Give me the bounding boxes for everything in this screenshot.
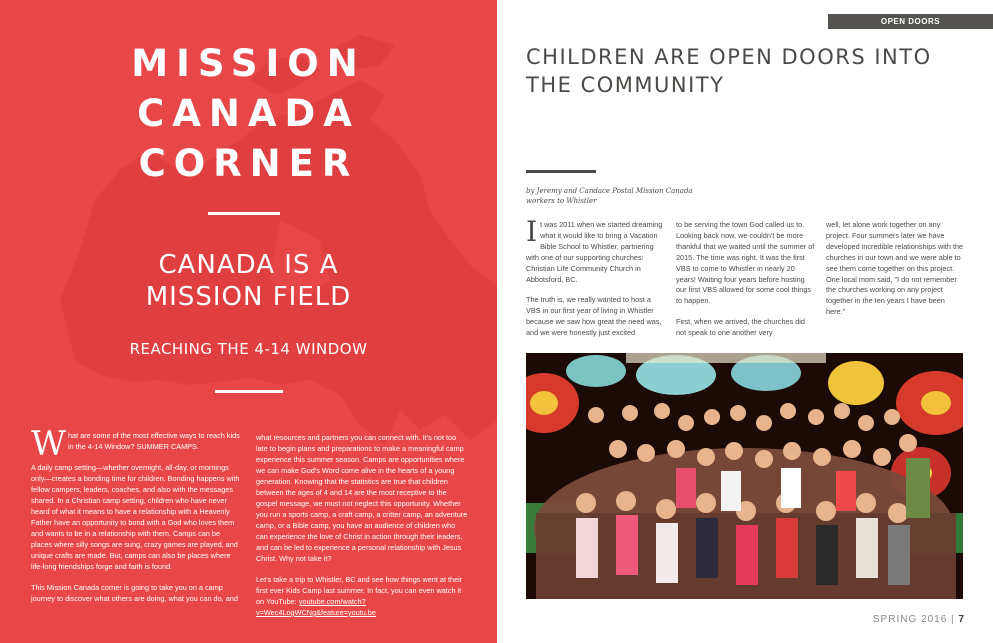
folio-issue: SPRING 2016 bbox=[872, 614, 948, 625]
group-photo-graphic bbox=[526, 353, 963, 599]
subtitle-line-2: MISSION FIELD bbox=[145, 282, 352, 312]
group-photo bbox=[526, 353, 963, 599]
left-paragraph-3: This Mission Canada corner is going to take you on a camp journey to discover what others are doing, what you can do, and bbox=[31, 583, 238, 603]
right-column-1 bbox=[526, 215, 666, 349]
right-paragraph-4: First, when we arrived, the churches did not speak to one another very bbox=[676, 317, 805, 338]
right-paragraph-3: to be serving the town God called us to. Looking back now, we couldn't be more thankful that we waited until the summer of 2015. The time was right. It was the first VBS to come to Whistler in nearly 20 years! Waiting four years before hosting our first VBS allowed for some cool things to happen. bbox=[676, 220, 815, 306]
tagline: REACHING THE 4-14 WINDOW bbox=[129, 340, 368, 358]
dropcap-i: I bbox=[526, 215, 538, 248]
folio-separator: | bbox=[951, 614, 955, 625]
page-number: 7 bbox=[958, 614, 965, 625]
right-paragraph-1-text: t was 2011 when we started dreaming what it would like to bring a Vacation Bible School to Whistler, partnering with one of our supporting churches: Christian Life Community Church in Abbotsford, BC. bbox=[526, 220, 663, 284]
title-line-1: MISSION bbox=[131, 42, 366, 85]
subtitle-line-1: CANADA IS A bbox=[158, 250, 339, 280]
title-line-3: CORNER bbox=[138, 142, 359, 185]
left-paragraph-1 bbox=[31, 424, 243, 464]
right-page bbox=[497, 0, 993, 643]
left-paragraph-5-text: Let's take a trip to Whistler, BC and see how things went at their first ever Kids Camp last summer. In fact, you can even watch it on YouTube: bbox=[256, 575, 463, 606]
article-headline: CHILDREN ARE OPEN DOORS INTO THE COMMUNITY bbox=[526, 45, 932, 97]
right-paragraph-2: The truth is, we really wanted to host a VBS in our first year of living in Whistler because we saw how great the need was, and we were honestly just excited bbox=[526, 295, 662, 338]
headline-rule bbox=[526, 170, 596, 173]
left-column-1 bbox=[31, 424, 243, 614]
left-paragraph-2: A daily camp setting—whether overnight, all-day, or mornings only—creates a bonding time for children. Bonding happens with fellow campers, leaders, coaches, and also with the messages shared. In a Christian camp setting, children who have never heard of what it means to have a relationship with a Heavenly Father have an opportunity to bond with a God who loves them and wants to be in a relationship with them. Camps can be places where silly songs are sung, crazy games are played, and unique crafts are made. But, camps can also be places where life-long friendships forge and faith is found. bbox=[31, 463, 240, 571]
folio bbox=[873, 614, 965, 625]
dropcap-w: W bbox=[31, 424, 66, 464]
right-column-3 bbox=[826, 220, 966, 328]
right-column-2 bbox=[676, 220, 816, 349]
title-rule bbox=[208, 212, 280, 215]
left-paragraph-5 bbox=[256, 574, 468, 618]
byline: by Jeremy and Candace Postal Mission Canada workers to Whistler bbox=[526, 187, 693, 205]
left-paragraph-1-text: hat are some of the most effective ways to reach kids in the 4-14 Window? SUMMER CAMPS. bbox=[67, 431, 240, 451]
right-paragraph-1 bbox=[526, 215, 666, 285]
youtube-link[interactable]: youtube.com/watch?v=Wec4LogWCNg&feature=youtu.be bbox=[256, 597, 376, 617]
left-column-2 bbox=[256, 432, 468, 628]
right-paragraph-5: well, let alone work together on any project. Four summers later we have developed incredible relationships with the churches in our town and we were able to see them come together on this project. One local mom said, "I do not remember the churches working on any project together in the ten years I have been here." bbox=[826, 220, 964, 317]
section-tab: OPEN DOORS bbox=[828, 14, 993, 29]
left-paragraph-4: what resources and partners you can connect with. It's not too late to begin plans and preparations to make a meaningful camp experience this summer season. Camps are opportunities where we can make God's Word come alive in the hearts of a young generation. Knowing that the statistics are true that children between the ages of 4 and 14 are the most receptive to the gospel message, we must not neglect this opportunity. Whether you run a sports camp, a craft camp, a critter camp, an adventure camp, or a Bible camp, you have an audience of children who can experience the love of Christ in action through their leaders, and can be led to experience a personal relationship with Jesus Christ. Why not take it? bbox=[256, 433, 468, 563]
title-line-2: CANADA bbox=[137, 92, 360, 135]
tagline-rule bbox=[215, 390, 283, 393]
